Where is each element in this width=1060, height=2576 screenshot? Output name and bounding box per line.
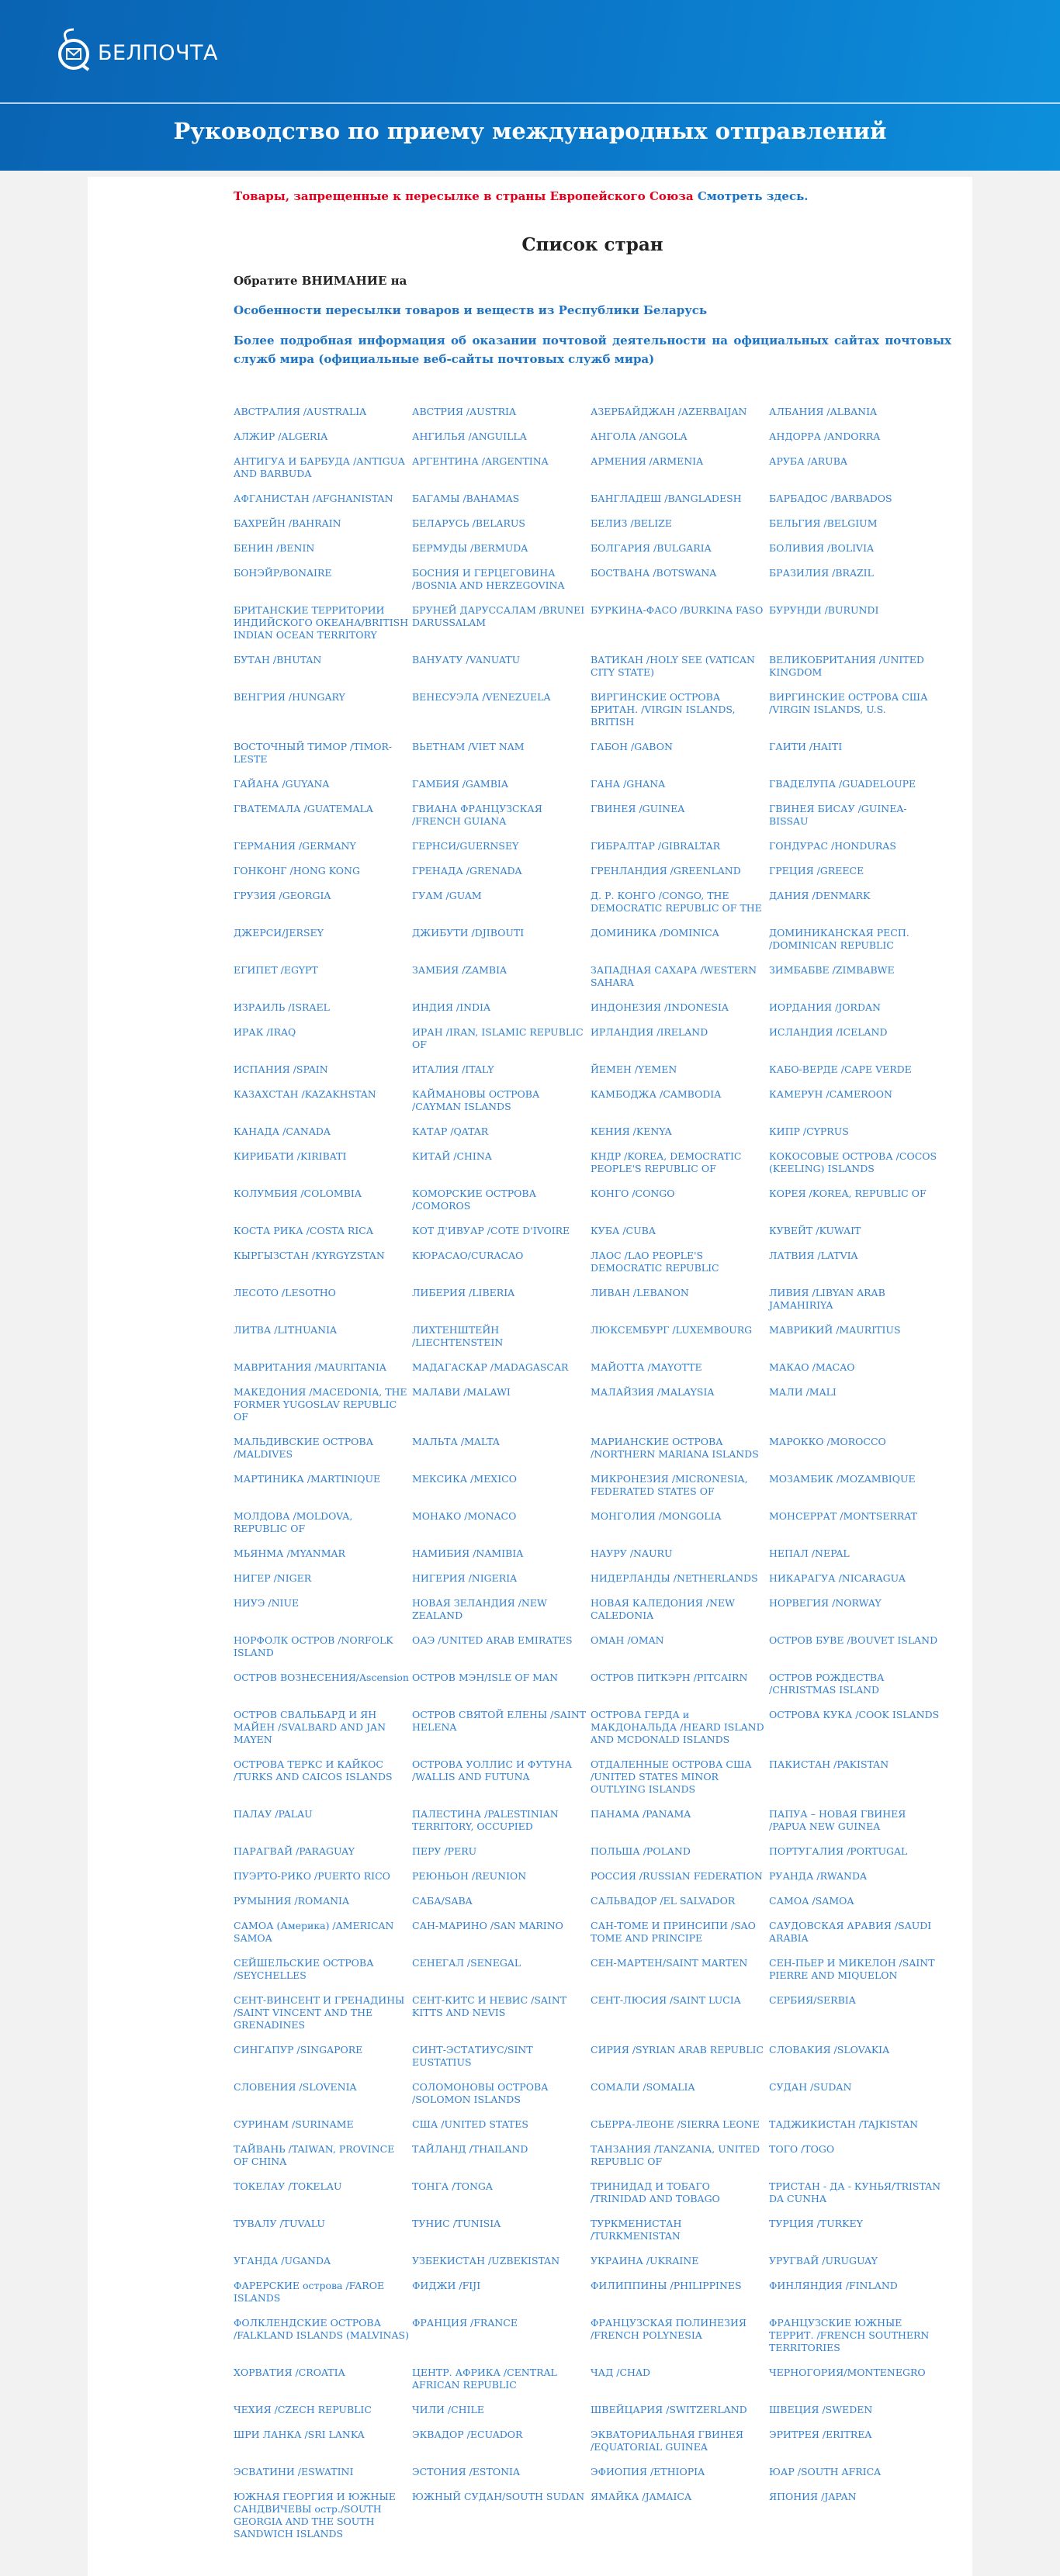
country-link[interactable]: УЗБЕКИСТАН /UZBEKISTAN: [412, 2255, 560, 2267]
eu-forbidden-notice: [234, 189, 951, 203]
country-link[interactable]: ВЬЕТНАМ /VIET NAM: [412, 741, 525, 752]
country-link[interactable]: КОНГО /CONGO: [591, 1188, 675, 1199]
country-link[interactable]: КЫРГЫЗСТАН /KYRGYZSTAN: [234, 1250, 385, 1261]
country-link[interactable]: ФИДЖИ /FIJI: [412, 2280, 481, 2291]
country-link[interactable]: МАЛЬДИВСКИЕ ОСТРОВА /MALDIVES: [234, 1436, 374, 1460]
header-divider: [0, 102, 1060, 104]
country-grid: [234, 406, 951, 2553]
country-link[interactable]: БУРУНДИ /BURUNDI: [769, 604, 879, 616]
country-link[interactable]: ИНДОНЕЗИЯ /INDONESIA: [591, 1001, 729, 1013]
country-link[interactable]: САН-ТОМЕ И ПРИНСИПИ /SAO TOME AND PRINCIPE: [591, 1920, 756, 1944]
country-link[interactable]: ТОНГА /TONGA: [412, 2180, 493, 2192]
country-link[interactable]: БРИТАНСКИЕ ТЕРРИТОРИИ ИНДИЙСКОГО ОКЕАНА/BRITISH INDIAN OCEAN TERRITORY: [234, 604, 409, 641]
country-link[interactable]: БЕЛИЗ /BELIZE: [591, 517, 672, 529]
country-link[interactable]: МОНСЕРРАТ /MONTSERRAT: [769, 1510, 917, 1522]
country-link[interactable]: ГЕРМАНИЯ /GERMANY: [234, 840, 356, 852]
country-link[interactable]: РУМЫНИЯ /ROMANIA: [234, 1895, 350, 1907]
country-link[interactable]: ТУРЦИЯ /TURKEY: [769, 2218, 863, 2229]
country-link[interactable]: РУАНДА /RWANDA: [769, 1870, 868, 1882]
country-link[interactable]: ФРАНЦУЗСКИЕ ЮЖНЫЕ ТЕРРИТ. /FRENCH SOUTHERN TERRITORIES: [769, 2317, 930, 2353]
country-link[interactable]: ПАЛЕСТИНА /PALESTINIAN TERRITORY, OCCUPIED: [412, 1808, 559, 1832]
country-link[interactable]: БЕНИН /BENIN: [234, 542, 315, 554]
country-link[interactable]: СЕНЕГАЛ /SENEGAL: [412, 1957, 521, 1969]
country-link[interactable]: ЗАПАДНАЯ САХАРА /WESTERN SAHARA: [591, 964, 757, 988]
country-link[interactable]: МИКРОНЕЗИЯ /MICRONESIA, FEDERATED STATES OF: [591, 1473, 748, 1497]
country-link[interactable]: САМОА /SAMOA: [769, 1895, 854, 1907]
country-link[interactable]: НОРВЕГИЯ /NORWAY: [769, 1597, 882, 1609]
country-link[interactable]: ЗАМБИЯ /ZAMBIA: [412, 964, 507, 976]
country-link[interactable]: СИНТ-ЭСТАТИУС/SINT EUSTATIUS: [412, 2044, 533, 2068]
country-link[interactable]: ЮАР /SOUTH AFRICA: [769, 2466, 882, 2477]
country-link[interactable]: НОВАЯ КАЛЕДОНИЯ /NEW CALEDONIA: [591, 1597, 735, 1621]
country-link[interactable]: ВЕЛИКОБРИТАНИЯ /UNITED KINGDOM: [769, 654, 924, 678]
country-link[interactable]: КОКОСОВЫЕ ОСТРОВА /COCOS (KEELING) ISLANDS: [769, 1150, 937, 1174]
country-link[interactable]: ЭСВАТИНИ /ESWATINI: [234, 2466, 354, 2477]
country-link[interactable]: ТАДЖИКИСТАН /TAJKISTAN: [769, 2118, 919, 2130]
country-link[interactable]: КОМОРСКИЕ ОСТРОВА /COMOROS: [412, 1188, 537, 1212]
country-link[interactable]: БЕРМУДЫ /BERMUDA: [412, 542, 528, 554]
country-link[interactable]: ИСЛАНДИЯ /ICELAND: [769, 1026, 888, 1038]
country-link[interactable]: АРУБА /ARUBA: [769, 455, 847, 467]
country-link[interactable]: УРУГВАЙ /URUGUAY: [769, 2255, 878, 2267]
country-link[interactable]: БЕЛАРУСЬ /BELARUS: [412, 517, 525, 529]
country-link[interactable]: АНГОЛА /ANGOLA: [591, 430, 688, 442]
country-link[interactable]: МАДАГАСКАР /MADAGASCAR: [412, 1361, 569, 1373]
country-link[interactable]: СЕНТ-ЛЮСИЯ /SAINT LUCIA: [591, 1994, 741, 2006]
country-link[interactable]: ИСПАНИЯ /SPAIN: [234, 1063, 328, 1075]
country-link[interactable]: ТАНЗАНИЯ /TANZANIA, UNITED REPUBLIC OF: [591, 2143, 760, 2167]
country-link[interactable]: НОВАЯ ЗЕЛАНДИЯ /NEW ZEALAND: [412, 1597, 547, 1621]
country-link[interactable]: ГИБРАЛТАР /GIBRALTAR: [591, 840, 720, 852]
country-link[interactable]: РЕЮНЬОН /REUNION: [412, 1870, 527, 1882]
country-link[interactable]: ИРАК /IRAQ: [234, 1026, 296, 1038]
country-link[interactable]: СИНГАПУР /SINGAPORE: [234, 2044, 363, 2056]
country-link[interactable]: НИДЕРЛАНДЫ /NETHERLANDS: [591, 1572, 758, 1584]
country-link[interactable]: ВЕНЕСУЭЛА /VENEZUELA: [412, 691, 551, 703]
country-link[interactable]: ВАТИКАН /HOLY SEE (VATICAN CITY STATE): [591, 654, 755, 678]
country-link[interactable]: ШВЕЙЦАРИЯ /SWITZERLAND: [591, 2404, 747, 2415]
country-link[interactable]: ВИРГИНСКИЕ ОСТРОВА США /VIRGIN ISLANDS, U.S.: [769, 691, 928, 715]
country-link[interactable]: МАЛАВИ /MALAWI: [412, 1386, 511, 1398]
country-link[interactable]: ПОЛЬША /POLAND: [591, 1845, 691, 1857]
country-link[interactable]: МАВРИКИЙ /MAURITIUS: [769, 1324, 901, 1336]
country-link[interactable]: ВАНУАТУ /VANUATU: [412, 654, 521, 666]
country-link[interactable]: МАРОККО /MOROCCO: [769, 1436, 886, 1447]
country-link[interactable]: БОНЭЙР/BONAIRE: [234, 567, 332, 579]
country-link[interactable]: БАГАМЫ /BAHAMAS: [412, 493, 520, 504]
country-link[interactable]: КУВЕЙТ /KUWAIT: [769, 1225, 861, 1236]
country-link[interactable]: ГАЙАНА /GUYANA: [234, 778, 330, 790]
country-link[interactable]: ОАЭ /UNITED ARAB EMIRATES: [412, 1634, 573, 1646]
country-link[interactable]: БРУНЕЙ ДАРУССАЛАМ /BRUNEI DARUSSALAM: [412, 604, 585, 628]
country-link[interactable]: ЭКВАДОР /ECUADOR: [412, 2429, 523, 2440]
country-link[interactable]: СУРИНАМ /SURINAME: [234, 2118, 354, 2130]
country-link[interactable]: ЛЕСОТО /LESOTHO: [234, 1287, 336, 1298]
country-link[interactable]: ИНДИЯ /INDIA: [412, 1001, 491, 1013]
country-link[interactable]: СЕРБИЯ/SERBIA: [769, 1994, 856, 2006]
country-link[interactable]: ИЗРАИЛЬ /ISRAEL: [234, 1001, 330, 1013]
country-link[interactable]: МАЛИ /MALI: [769, 1386, 837, 1398]
country-link[interactable]: КАМЕРУН /CAMEROON: [769, 1088, 892, 1100]
country-link[interactable]: ЭРИТРЕЯ /ERITREA: [769, 2429, 872, 2440]
country-link[interactable]: АНТИГУА И БАРБУДА /ANTIGUA AND BARBUDA: [234, 455, 405, 479]
country-link[interactable]: ОТДАЛЕННЫЕ ОСТРОВА США /UNITED STATES MINOR OUTLYING ISLANDS: [591, 1758, 752, 1795]
country-link[interactable]: НИГЕР /NIGER: [234, 1572, 312, 1584]
country-link[interactable]: АЛБАНИЯ /ALBANIA: [769, 406, 878, 417]
country-link[interactable]: ОСТРОВА ГЕРДА и МАКДОНАЛЬДА /HEARD ISLAND AND MCDONALD ISLANDS: [591, 1709, 764, 1745]
country-link[interactable]: ОСТРОВ СВЯТОЙ ЕЛЕНЫ /SAINT HELENA: [412, 1709, 587, 1733]
country-link[interactable]: ГАБОН /GABON: [591, 741, 673, 752]
country-link[interactable]: ЭКВАТОРИАЛЬНАЯ ГВИНЕЯ /EQUATORIAL GUINEA: [591, 2429, 744, 2453]
country-link[interactable]: НИГЕРИЯ /NIGERIA: [412, 1572, 518, 1584]
country-link[interactable]: ЯМАЙКА /JAMAICA: [591, 2491, 691, 2502]
country-link[interactable]: ТАЙЛАНД /THAILAND: [412, 2143, 528, 2155]
country-link[interactable]: СОЛОМОНОВЫ ОСТРОВА /SOLOMON ISLANDS: [412, 2081, 549, 2105]
country-link[interactable]: ТРИНИДАД И ТОБАГО /TRINIDAD AND TOBAGO: [591, 2180, 720, 2204]
country-link[interactable]: ФИЛИППИНЫ /PHILIPPINES: [591, 2280, 742, 2291]
country-link[interactable]: ГУАМ /GUAM: [412, 890, 482, 901]
country-link[interactable]: СОМАЛИ /SOMALIA: [591, 2081, 695, 2093]
country-link[interactable]: ЦЕНТР. АФРИКА /CENTRAL AFRICAN REPUBLIC: [412, 2367, 557, 2391]
country-link[interactable]: ДАНИЯ /DENMARK: [769, 890, 871, 901]
country-link[interactable]: ГВИНЕЯ /GUINEA: [591, 803, 685, 814]
country-link[interactable]: САУДОВСКАЯ АРАВИЯ /SAUDI ARABIA: [769, 1920, 932, 1944]
country-link[interactable]: ПАЛАУ /PALAU: [234, 1808, 313, 1820]
country-link[interactable]: ГАМБИЯ /GAMBIA: [412, 778, 508, 790]
country-link[interactable]: ШВЕЦИЯ /SWEDEN: [769, 2404, 873, 2415]
country-link[interactable]: СЕН-ПЬЕР И МИКЕЛОН /SAINT PIERRE AND MIQUELON: [769, 1957, 935, 1981]
country-link[interactable]: ГРЕНЛАНДИЯ /GREENLAND: [591, 865, 741, 877]
country-link[interactable]: САМОА (Америка) /AMERICAN SAMOA: [234, 1920, 394, 1944]
country-link[interactable]: ПАНАМА /PANAMA: [591, 1808, 691, 1820]
country-link[interactable]: СУДАН /SUDAN: [769, 2081, 852, 2093]
country-link[interactable]: АФГАНИСТАН /AFGHANISTAN: [234, 493, 393, 504]
country-link[interactable]: МАЛЬТА /MALTA: [412, 1436, 500, 1447]
country-link[interactable]: АНДОРРА /ANDORRA: [769, 430, 881, 442]
country-link[interactable]: ВЕНГРИЯ /HUNGARY: [234, 691, 345, 703]
country-link[interactable]: СЕЙШЕЛЬСКИЕ ОСТРОВА /SEYCHELLES: [234, 1957, 374, 1981]
country-link[interactable]: ГОНДУРАС /HONDURAS: [769, 840, 896, 852]
country-link[interactable]: САН-МАРИНО /SAN MARINO: [412, 1920, 563, 1931]
country-link[interactable]: МЕКСИКА /MEXICO: [412, 1473, 517, 1485]
country-link[interactable]: ПЕРУ /PERU: [412, 1845, 477, 1857]
country-link[interactable]: ЗИМБАБВЕ /ZIMBABWE: [769, 964, 895, 976]
shipping-features-link[interactable]: Особенности пересылки товаров и веществ из Республики Беларусь: [234, 303, 708, 317]
country-link[interactable]: СЛОВАКИЯ /SLOVAKIA: [769, 2044, 890, 2056]
country-link[interactable]: ЛИТВА /LITHUANIA: [234, 1324, 338, 1336]
country-link[interactable]: ГАНА /GHANA: [591, 778, 666, 790]
country-link[interactable]: ЛИХТЕНШТЕЙН /LIECHTENSTEIN: [412, 1324, 504, 1348]
country-link[interactable]: ГОНКОНГ /HONG KONG: [234, 865, 360, 877]
country-link[interactable]: ВОСТОЧНЫЙ ТИМОР /TIMOR-LESTE: [234, 741, 393, 765]
country-link[interactable]: АРМЕНИЯ /ARMENIA: [591, 455, 704, 467]
site-header: [0, 0, 1060, 171]
country-link[interactable]: МАЙОТТА /MAYOTTE: [591, 1361, 702, 1373]
country-link[interactable]: БУТАН /BHUTAN: [234, 654, 322, 666]
country-link[interactable]: АЗЕРБАЙДЖАН /AZERBAIJAN: [591, 406, 747, 417]
country-link[interactable]: БОСНИЯ И ГЕРЦЕГОВИНА /BOSNIA AND HERZEGOVINA: [412, 567, 565, 591]
country-link[interactable]: АРГЕНТИНА /ARGENTINA: [412, 455, 549, 467]
country-link[interactable]: ГАИТИ /HAITI: [769, 741, 843, 752]
country-link[interactable]: ИРЛАНДИЯ /IRELAND: [591, 1026, 708, 1038]
country-link[interactable]: КУБА /CUBA: [591, 1225, 656, 1236]
country-link[interactable]: САБА/SABA: [412, 1895, 473, 1907]
country-link[interactable]: МАЛАЙЗИЯ /MALAYSIA: [591, 1386, 715, 1398]
country-link[interactable]: ДОМИНИКАНСКАЯ РЕСП. /DOMINICAN REPUBLIC: [769, 927, 909, 951]
country-link[interactable]: БУРКИНА-ФАСО /BURKINA FASO: [591, 604, 764, 616]
country-link[interactable]: ОСТРОВА КУКА /COOK ISLANDS: [769, 1709, 940, 1720]
country-link[interactable]: МАКАО /MACAO: [769, 1361, 855, 1373]
country-link[interactable]: ЮЖНАЯ ГЕОРГИЯ И ЮЖНЫЕ САНДВИЧЕВЫ остр./SOUTH GEORGIA AND THE SOUTH SANDWICH ISLANDS: [234, 2491, 396, 2540]
country-link[interactable]: Д. Р. КОНГО /CONGO, THE DEMOCRATIC REPUBLIC OF THE: [591, 890, 762, 914]
country-link[interactable]: МАКЕДОНИЯ /MACEDONIA, THE FORMER YUGOSLAV REPUBLIC OF: [234, 1386, 407, 1423]
country-link[interactable]: ЛАТВИЯ /LATVIA: [769, 1250, 858, 1261]
country-link[interactable]: КАБО-ВЕРДЕ /CAPE VERDE: [769, 1063, 912, 1075]
country-link[interactable]: ЛИБЕРИЯ /LIBERIA: [412, 1287, 515, 1298]
country-link[interactable]: ТУВАЛУ /TUVALU: [234, 2218, 325, 2229]
country-link[interactable]: ГВАТЕМАЛА /GUATEMALA: [234, 803, 373, 814]
country-link[interactable]: ЛИВАН /LEBANON: [591, 1287, 689, 1298]
country-link[interactable]: МОНАКО /MONACO: [412, 1510, 517, 1522]
country-link[interactable]: ЛАОС /LAO PEOPLE'S DEMOCRATIC REPUBLIC: [591, 1250, 719, 1274]
country-link[interactable]: КАНАДА /CANADA: [234, 1125, 331, 1137]
country-link[interactable]: КАЗАХСТАН /KAZAKHSTAN: [234, 1088, 376, 1100]
country-link[interactable]: ЮЖНЫЙ СУДАН/SOUTH SUDAN: [412, 2491, 585, 2502]
country-link[interactable]: НАМИБИЯ /NAMIBIA: [412, 1547, 524, 1559]
country-link[interactable]: ЙЕМЕН /YEMEN: [591, 1063, 677, 1075]
logo-text: БЕЛПОЧТА: [98, 40, 218, 65]
country-link[interactable]: ОСТРОВ МЭН/ISLE OF MAN: [412, 1672, 559, 1683]
country-link[interactable]: САЛЬВАДОР /EL SALVADOR: [591, 1895, 736, 1907]
country-link[interactable]: КАМБОДЖА /CAMBODIA: [591, 1088, 722, 1100]
country-link[interactable]: ГВИАНА ФРАНЦУЗСКАЯ /FRENCH GUIANA: [412, 803, 542, 827]
country-link[interactable]: ПОРТУГАЛИЯ /PORTUGAL: [769, 1845, 908, 1857]
country-link[interactable]: ОМАН /OMAN: [591, 1634, 664, 1646]
country-link[interactable]: БЕЛЬГИЯ /BELGIUM: [769, 517, 878, 529]
country-link[interactable]: АВСТРАЛИЯ /AUSTRALIA: [234, 406, 367, 417]
country-link[interactable]: ЕГИПЕТ /EGYPT: [234, 964, 318, 976]
country-link[interactable]: МАРИАНСКИЕ ОСТРОВА /NORTHERN MARIANA ISLANDS: [591, 1436, 759, 1460]
country-link[interactable]: НИКАРАГУА /NICARAGUA: [769, 1572, 906, 1584]
country-link[interactable]: ОСТРОВ РОЖДЕСТВА /CHRISTMAS ISLAND: [769, 1672, 885, 1696]
country-link[interactable]: ИРАН /IRAN, ISLAMIC REPUBLIC OF: [412, 1026, 584, 1050]
country-link[interactable]: БАНГЛАДЕШ /BANGLADESH: [591, 493, 742, 504]
country-link[interactable]: СИРИЯ /SYRIAN ARAB REPUBLIC: [591, 2044, 764, 2056]
country-link[interactable]: ЧЕРНОГОРИЯ/MONTENEGRO: [769, 2367, 926, 2378]
country-link[interactable]: НИУЭ /NIUE: [234, 1597, 300, 1609]
country-link[interactable]: БРАЗИЛИЯ /BRAZIL: [769, 567, 874, 579]
country-link[interactable]: СЕН-МАРТЕН/SAINT MARTEN: [591, 1957, 748, 1969]
country-link[interactable]: КАЙМАНОВЫ ОСТРОВА /CAYMAN ISLANDS: [412, 1088, 540, 1112]
country-link[interactable]: ОСТРОВА ТЕРКС И КАЙКОС /TURKS AND CAICOS ISLANDS: [234, 1758, 393, 1782]
country-link[interactable]: ШРИ ЛАНКА /SRI LANKA: [234, 2429, 365, 2440]
country-link[interactable]: ОСТРОВ БУВЕ /BOUVET ISLAND: [769, 1634, 938, 1646]
attention-heading: Обратите ВНИМАНИЕ на: [234, 274, 407, 288]
forbidden-text: Товары, запрещенные к пересылке в страны Европейского Союза: [234, 189, 694, 203]
country-link[interactable]: ДОМИНИКА /DOMINICA: [591, 927, 719, 939]
country-link[interactable]: АВСТРИЯ /AUSTRIA: [412, 406, 516, 417]
country-link[interactable]: КЮРАСАО/CURACAO: [412, 1250, 524, 1261]
country-link[interactable]: КОСТА РИКА /COSTA RICA: [234, 1225, 373, 1236]
country-list-title: Список стран: [521, 234, 663, 255]
country-link[interactable]: БОЛИВИЯ /BOLIVIA: [769, 542, 875, 554]
postal-services-info-link[interactable]: Более подробная информация об оказании почтовой деятельности на официальных сайтах почтовых служб мира (официальные веб-сайты почтовых служб мира): [234, 334, 951, 366]
belpochta-logo[interactable]: [54, 25, 218, 73]
country-link[interactable]: ЛИВИЯ /LIBYAN ARAB JAMAHIRIYA: [769, 1287, 885, 1311]
country-link[interactable]: ГВИНЕЯ БИСАУ /GUINEA-BISSAU: [769, 803, 907, 827]
country-link[interactable]: ДЖИБУТИ /DJIBOUTI: [412, 927, 525, 939]
country-link[interactable]: США /UNITED STATES: [412, 2118, 528, 2130]
country-link[interactable]: БОСТВАНА /BOTSWANA: [591, 567, 717, 579]
country-link[interactable]: АНГИЛЬЯ /ANGUILLA: [412, 430, 527, 442]
country-link[interactable]: СЕНТ-ВИНСЕНТ И ГРЕНАДИНЫ /SAINT VINCENT AND THE GRENADINES: [234, 1994, 405, 2031]
country-link[interactable]: ТРИСТАН - ДА - КУНЬЯ/TRISTAN DA CUNHA: [769, 2180, 941, 2204]
country-link[interactable]: ОСТРОВ ПИТКЭРН /PITCAIRN: [591, 1672, 748, 1683]
country-link[interactable]: УКРАИНА /UKRAINE: [591, 2255, 699, 2267]
country-link[interactable]: ТАЙВАНЬ /TAIWAN, PROVINCE OF CHINA: [234, 2143, 395, 2167]
country-link[interactable]: ФАРЕРСКИЕ острова /FAROE ISLANDS: [234, 2280, 385, 2304]
country-link[interactable]: КАТАР /QATAR: [412, 1125, 489, 1137]
country-link[interactable]: ЧЕХИЯ /CZECH REPUBLIC: [234, 2404, 372, 2415]
country-link[interactable]: ПАРАГВАЙ /PARAGUAY: [234, 1845, 355, 1857]
country-link[interactable]: МОЛДОВА /MOLDOVA, REPUBLIC OF: [234, 1510, 353, 1534]
country-link[interactable]: ГРУЗИЯ /GEORGIA: [234, 890, 331, 901]
country-link[interactable]: НЕПАЛ /NEPAL: [769, 1547, 850, 1559]
country-link[interactable]: ФРАНЦУЗСКАЯ ПОЛИНЕЗИЯ /FRENCH POLYNESIA: [591, 2317, 747, 2341]
country-link[interactable]: КНДР /KOREA, DEMOCRATIC PEOPLE'S REPUBLIC OF: [591, 1150, 742, 1174]
country-link[interactable]: ЭФИОПИЯ /ETHIOPIA: [591, 2466, 705, 2477]
country-link[interactable]: СЬЕРРА-ЛЕОНЕ /SIERRA LEONE: [591, 2118, 760, 2130]
country-link[interactable]: ФРАНЦИЯ /FRANCE: [412, 2317, 518, 2329]
country-link[interactable]: ТОКЕЛАУ /TOKELAU: [234, 2180, 342, 2192]
country-link[interactable]: ВИРГИНСКИЕ ОСТРОВА БРИТАН. /VIRGIN ISLANDS, BRITISH: [591, 691, 736, 728]
country-link[interactable]: ИОРДАНИЯ /JORDAN: [769, 1001, 881, 1013]
country-link[interactable]: ЧИЛИ /CHILE: [412, 2404, 484, 2415]
country-link[interactable]: СЕНТ-КИТС И НЕВИС /SAINT KITTS AND NEVIS: [412, 1994, 567, 2018]
country-link[interactable]: ПАКИСТАН /PAKISTAN: [769, 1758, 889, 1770]
country-link[interactable]: ИТАЛИЯ /ITALY: [412, 1063, 494, 1075]
country-link[interactable]: УГАНДА /UGANDA: [234, 2255, 331, 2267]
country-link[interactable]: ГРЕНАДА /GRENADA: [412, 865, 522, 877]
country-link[interactable]: ЭСТОНИЯ /ESTONIA: [412, 2466, 520, 2477]
page-title: Руководство по приему международных отправлений: [173, 118, 887, 144]
country-link[interactable]: ФИНЛЯНДИЯ /FINLAND: [769, 2280, 898, 2291]
country-link[interactable]: КЕНИЯ /KENYA: [591, 1125, 672, 1137]
country-link[interactable]: ОСТРОВ СВАЛЬБАРД И ЯН МАЙЕН /SVALBARD AND JAN MAYEN: [234, 1709, 386, 1745]
country-link[interactable]: ХОРВАТИЯ /CROATIA: [234, 2367, 345, 2378]
country-link[interactable]: ДЖЕРСИ/JERSEY: [234, 927, 324, 939]
country-link[interactable]: МАВРИТАНИЯ /MAURITANIA: [234, 1361, 386, 1373]
country-link[interactable]: ПУЭРТО-РИКО /PUERTO RICO: [234, 1870, 390, 1882]
country-link[interactable]: ТОГО /TOGO: [769, 2143, 835, 2155]
country-link[interactable]: ФОЛКЛЕНДСКИЕ ОСТРОВА /FALKLAND ISLANDS (MALVINAS): [234, 2317, 409, 2341]
country-link[interactable]: НОРФОЛК ОСТРОВ /NORFOLK ISLAND: [234, 1634, 393, 1658]
main-content: [88, 177, 972, 2576]
country-link[interactable]: ЧАД /CHAD: [591, 2367, 650, 2378]
country-link[interactable]: БАХРЕЙН /BAHRAIN: [234, 517, 341, 529]
country-link[interactable]: ГЕРНСИ/GUERNSEY: [412, 840, 519, 852]
country-link[interactable]: АЛЖИР /ALGERIA: [234, 430, 328, 442]
country-link[interactable]: НАУРУ /NAURU: [591, 1547, 673, 1559]
country-link[interactable]: МОНГОЛИЯ /MONGOLIA: [591, 1510, 722, 1522]
country-link[interactable]: КОТ Д'ИВУАР /COTE D'IVOIRE: [412, 1225, 570, 1236]
country-link[interactable]: КОЛУМБИЯ /COLOMBIA: [234, 1188, 362, 1199]
country-link[interactable]: ОСТРОВА УОЛЛИС И ФУТУНА /WALLIS AND FUTUNA: [412, 1758, 573, 1782]
country-link[interactable]: СЛОВЕНИЯ /SLOVENIA: [234, 2081, 357, 2093]
country-link[interactable]: ОСТРОВ ВОЗНЕСЕНИЯ/Ascension: [234, 1672, 409, 1683]
country-link[interactable]: КИПР /CYPRUS: [769, 1125, 849, 1137]
country-link[interactable]: МОЗАМБИК /MOZAMBIQUE: [769, 1473, 916, 1485]
belpochta-logo-icon: [54, 25, 93, 73]
country-link[interactable]: КОРЕЯ /KOREA, REPUBLIC OF: [769, 1188, 927, 1199]
country-link[interactable]: ТУРКМЕНИСТАН /TURKMENISTAN: [591, 2218, 682, 2242]
country-link[interactable]: МАРТИНИКА /MARTINIQUE: [234, 1473, 381, 1485]
country-link[interactable]: БАРБАДОС /BARBADOS: [769, 493, 892, 504]
country-link[interactable]: ПАПУА – НОВАЯ ГВИНЕЯ /PAPUA NEW GUINEA: [769, 1808, 906, 1832]
country-link[interactable]: ЛЮКСЕМБУРГ /LUXEMBOURG: [591, 1324, 753, 1336]
country-link[interactable]: МЬЯНМА /MYANMAR: [234, 1547, 345, 1559]
country-link[interactable]: КИРИБАТИ /KIRIBATI: [234, 1150, 347, 1162]
country-link[interactable]: КИТАЙ /CHINA: [412, 1150, 492, 1162]
country-link[interactable]: ГРЕЦИЯ /GREECE: [769, 865, 864, 877]
country-link[interactable]: ЯПОНИЯ /JAPAN: [769, 2491, 857, 2502]
country-link[interactable]: ГВАДЕЛУПА /GUADELOUPE: [769, 778, 916, 790]
country-link[interactable]: РОССИЯ /RUSSIAN FEDERATION: [591, 1870, 763, 1882]
see-here-link[interactable]: Смотреть здесь.: [697, 189, 809, 203]
country-link[interactable]: БОЛГАРИЯ /BULGARIA: [591, 542, 712, 554]
country-link[interactable]: ТУНИС /TUNISIA: [412, 2218, 501, 2229]
